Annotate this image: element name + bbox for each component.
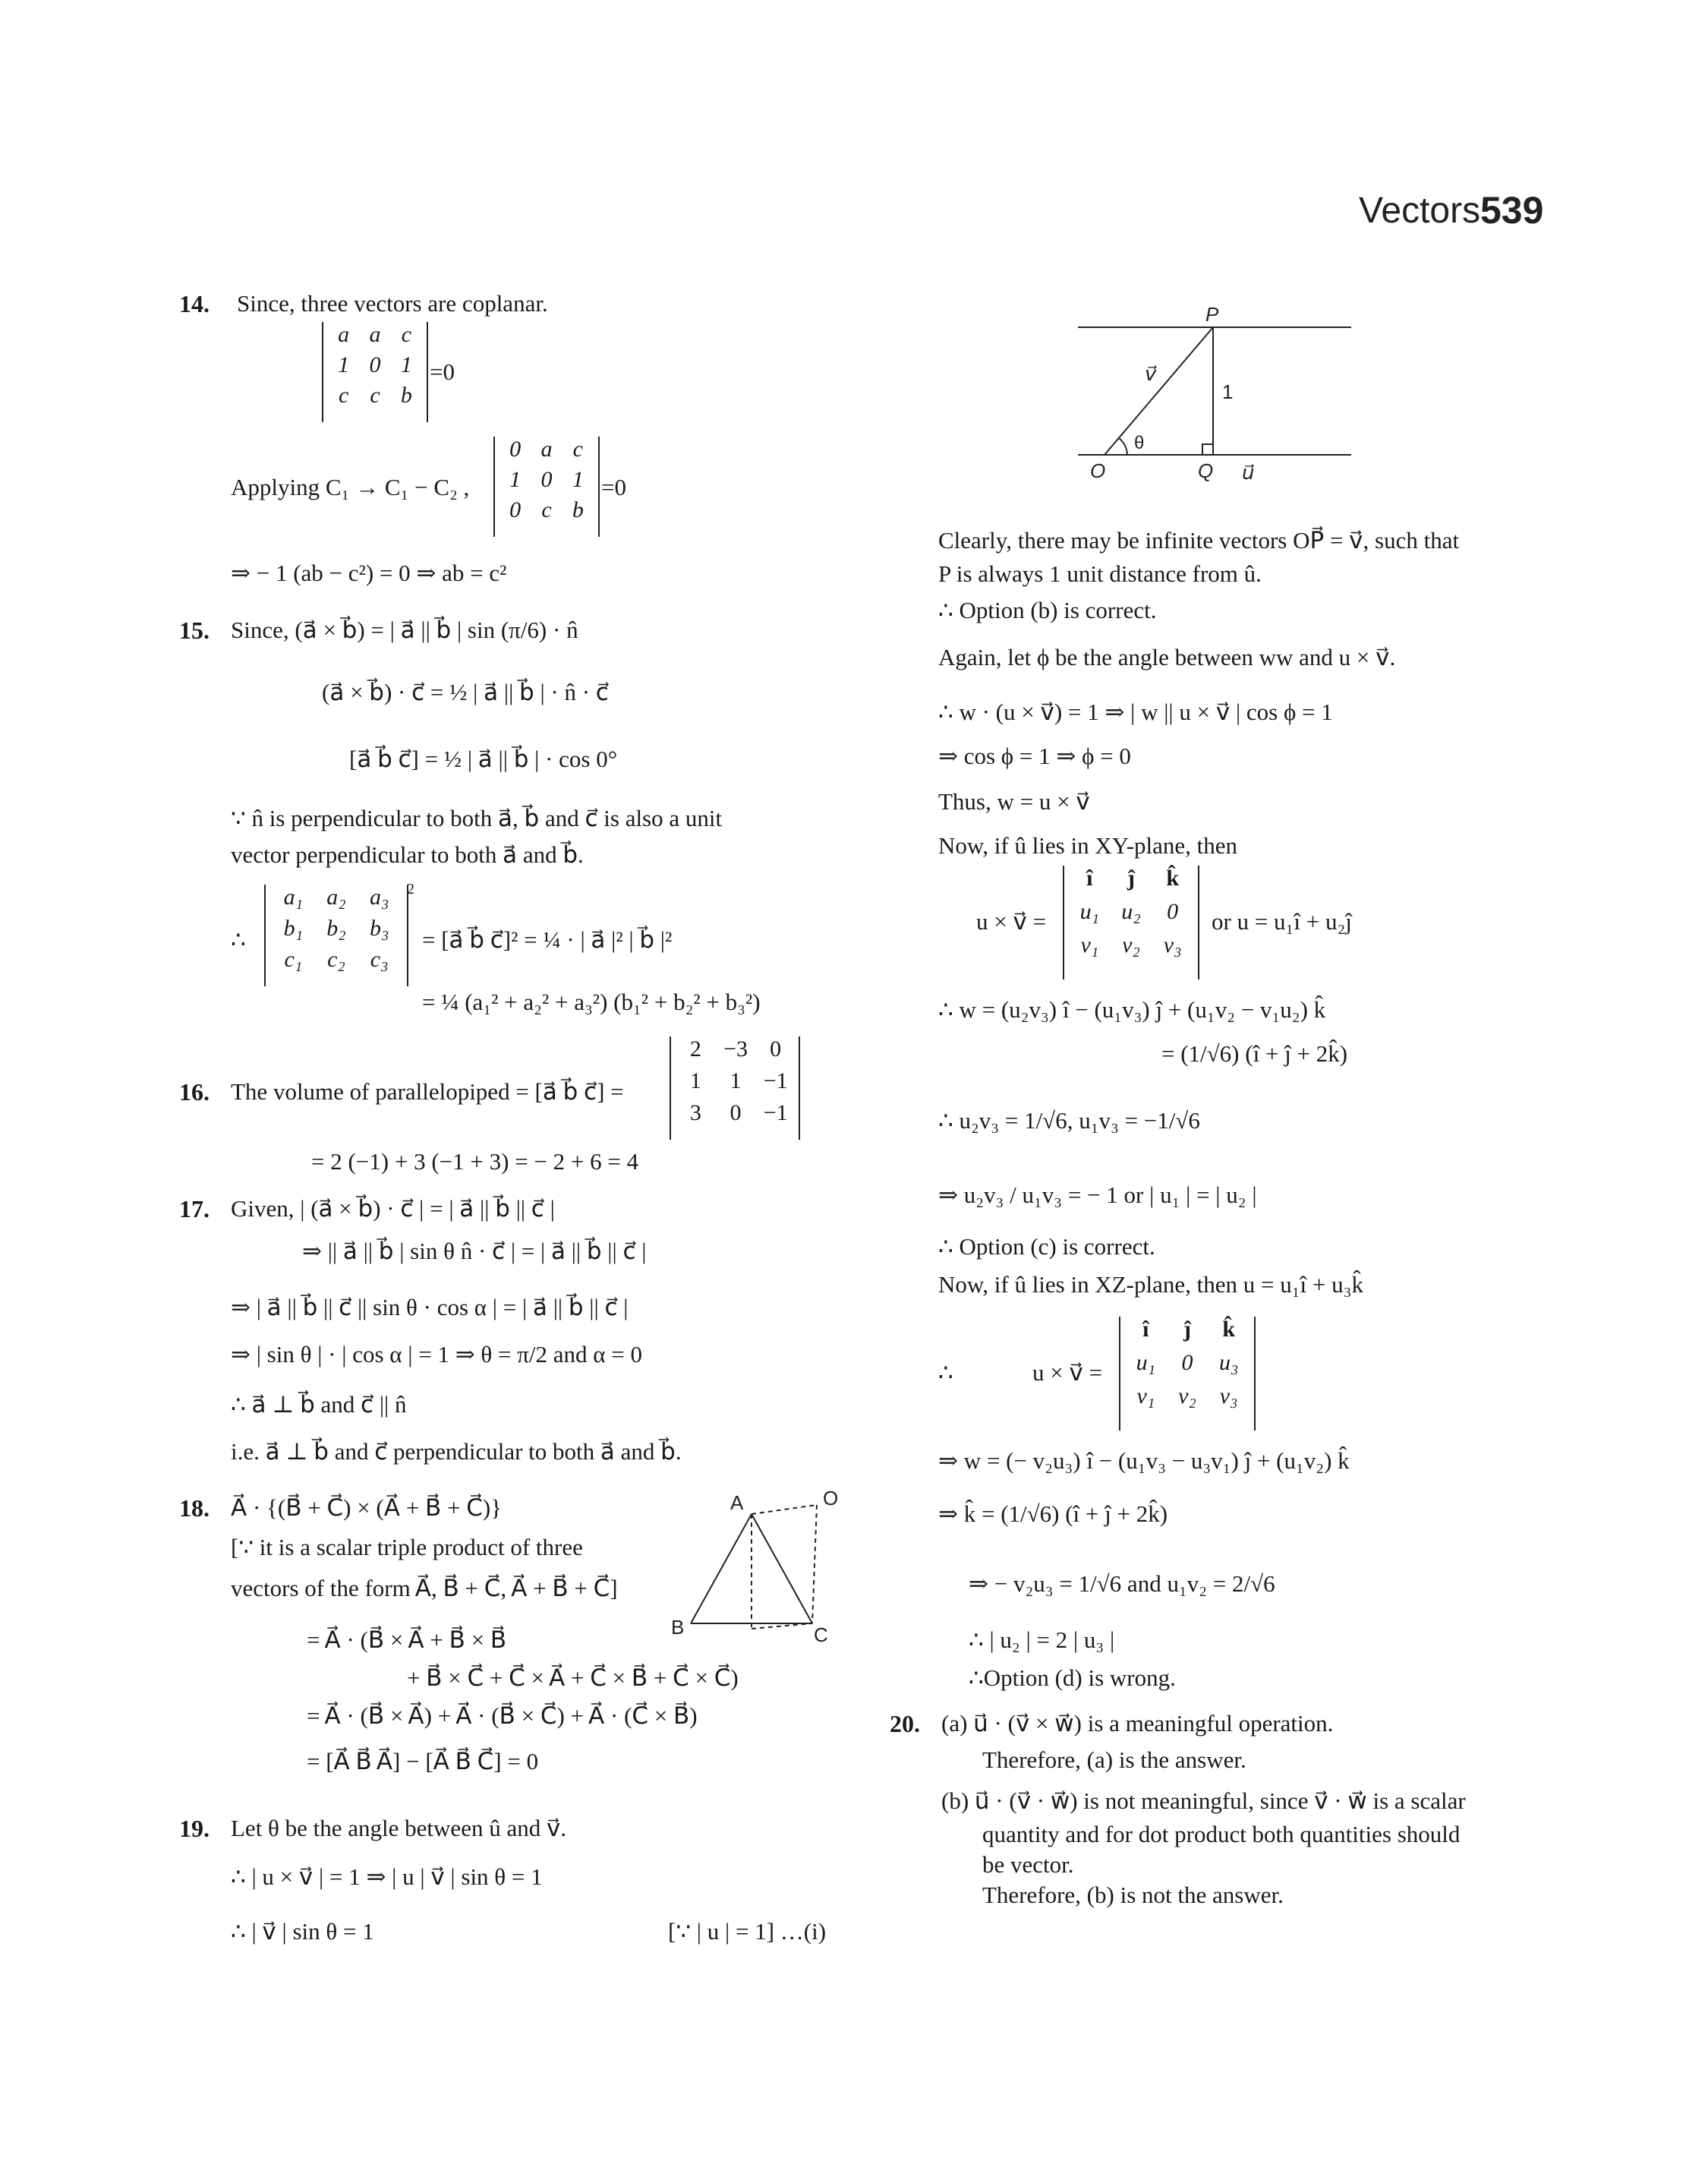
q14-line1: Since, three vectors are coplanar. (237, 290, 548, 317)
point-Q: Q (1198, 459, 1214, 482)
line-distance-figure (1063, 300, 1366, 490)
cell: 2 (689, 1036, 701, 1062)
q14-line3: ⇒ − 1 (ab − c²) = 0 ⇒ ab = c² (231, 560, 507, 586)
det1-lhs: u × v⃗ = (976, 908, 1047, 935)
xy-cross-product-determinant (1063, 866, 1199, 980)
cell: c₁ (284, 947, 303, 972)
q18-line3: vectors of the form A⃗, B⃗ + C⃗, A⃗ + B⃗ + C⃗] (231, 1575, 618, 1601)
right-line12: ⇒ u₂v₃ / u₁v₃ = − 1 or | u₁ | = | u₂ | (938, 1181, 1257, 1208)
q14-determinant-1 (322, 322, 428, 422)
cell: a (369, 322, 381, 347)
right-line13: ∴ Option (c) is correct. (938, 1233, 1155, 1260)
determinant-cells (676, 1036, 796, 1126)
cell: 3 (689, 1100, 701, 1125)
cell: a (338, 322, 350, 347)
q19-line3: ∴ | v⃗ | sin θ = 1 (231, 1918, 374, 1945)
q18-line1: A⃗ · {(B⃗ + C⃗) × (A⃗ + B⃗ + C⃗)} (231, 1494, 503, 1521)
page-number: 539 (1480, 189, 1544, 232)
vertex-B: B (671, 1616, 685, 1639)
q14-line2: Applying C₁ → C₁ − C₂ , (231, 474, 470, 500)
cell: v₁ (1080, 932, 1099, 957)
cell: a (540, 437, 553, 462)
q15-number: 15. (179, 617, 210, 644)
cell: c₃ (370, 947, 389, 972)
determinant-cells (1069, 866, 1193, 958)
cell: ĵ (1183, 1317, 1191, 1342)
cell: 0 (1167, 899, 1179, 924)
cell: c (339, 383, 349, 408)
q17-line4: ⇒ | sin θ | · | cos α | = 1 ⇒ θ = π/2 and α = 0 (231, 1341, 643, 1368)
cell: a₂ (326, 885, 346, 910)
q18-line5: + B⃗ × C⃗ + C⃗ × A⃗ + C⃗ × B⃗ + C⃗ × C⃗) (407, 1664, 739, 1691)
q16-determinant (670, 1036, 800, 1140)
cell: 0 (509, 497, 522, 522)
xz-cross-product-determinant (1119, 1317, 1256, 1431)
right-line8: Now, if û lies in XY-plane, then (938, 832, 1238, 859)
right-line10: = (1/√6) (î + ĵ + 2k̂) (1161, 1040, 1348, 1067)
cell: v₃ (1163, 932, 1182, 957)
cell: 0 (369, 352, 381, 377)
q15-line3: [a⃗ b⃗ c⃗] = ½ | a⃗ || b⃗ | · cos 0° (349, 746, 618, 772)
cell: 0 (540, 467, 553, 492)
cell: b₃ (369, 916, 389, 941)
det2-lhs: u × v⃗ = (1032, 1359, 1103, 1386)
point-O: O (1090, 459, 1106, 482)
determinant-cells (328, 322, 422, 409)
cell: c (401, 322, 411, 347)
angle-theta: θ (1134, 433, 1145, 453)
cell: ĵ (1127, 866, 1135, 891)
q20-b-line3: be vector. (982, 1851, 1074, 1878)
cell: 1 (689, 1068, 701, 1093)
cell: −1 (763, 1068, 788, 1093)
right-line16: ⇒ k̂ = (1/√6) (î + ĵ + 2k̂) (938, 1500, 1168, 1527)
cell: a₁ (283, 885, 304, 910)
cell: b (572, 497, 584, 522)
cell: −1 (763, 1100, 788, 1125)
cell: 1 (730, 1068, 742, 1093)
cell: b₂ (326, 916, 346, 941)
vector-v-label: v⃗ (1145, 362, 1157, 385)
vertex-A: A (730, 1491, 744, 1514)
q15-line2: (a⃗ × b⃗) · c⃗ = ½ | a⃗ || b⃗ | · n̂ · c⃗ (322, 679, 609, 705)
q18-line4: = A⃗ · (B⃗ × A⃗ + B⃗ × B⃗ (307, 1626, 507, 1653)
right-line19: ∴Option (d) is wrong. (969, 1664, 1176, 1691)
right-line17: ⇒ − v₂u₃ = 1/√6 and u₁v₂ = 2/√6 (969, 1570, 1275, 1597)
q17-line1: Given, | (a⃗ × b⃗) · c⃗ | = | a⃗ || b⃗ || c⃗ | (231, 1195, 555, 1222)
cell: a₃ (369, 885, 389, 910)
q15-line7: = ¼ (a₁² + a₂² + a₃²) (b₁² + b₂² + b₃²) (422, 989, 761, 1015)
cell: k̂ (1222, 1317, 1235, 1342)
right-line14: Now, if û lies in XZ-plane, then u = u₁î + u₃k̂ (938, 1271, 1363, 1298)
right-line2: P is always 1 unit distance from û. (938, 560, 1262, 587)
q14-equals-zero-2: =0 (601, 474, 626, 500)
distance-one: 1 (1222, 380, 1234, 403)
cell: v₂ (1122, 932, 1140, 957)
cell: v₂ (1178, 1383, 1196, 1409)
q20-b-line2: quantity and for dot product both quantities should (982, 1821, 1461, 1847)
cell: 0 (509, 437, 522, 462)
q18-number: 18. (179, 1494, 210, 1522)
q17-line6: i.e. a⃗ ⊥ b⃗ and c⃗ perpendicular to both a⃗ and b⃗. (231, 1438, 682, 1465)
point-P: P (1205, 303, 1219, 326)
cell: b₁ (283, 916, 304, 941)
q17-line2: ⇒ || a⃗ || b⃗ | sin θ n̂ · c⃗ | = | a⃗ || b⃗ || c⃗ | (302, 1238, 647, 1264)
cell: 0 (730, 1100, 742, 1125)
q17-number: 17. (179, 1195, 210, 1222)
cell: 1 (338, 352, 350, 377)
right-line18: ∴ | u₂ | = 2 | u₃ | (969, 1626, 1115, 1653)
cell: u₁ (1136, 1350, 1156, 1375)
q14-number: 14. (179, 290, 210, 317)
cell: î (1142, 1317, 1149, 1342)
q16-line1: The volume of parallelopiped = [a⃗ b⃗ c⃗] = (231, 1078, 624, 1105)
q15-therefore: ∴ (231, 926, 246, 953)
cell: k̂ (1166, 866, 1179, 891)
power-two: 2 (407, 881, 414, 897)
cell: 0 (1181, 1350, 1193, 1375)
right-line4: Again, let ϕ be the angle between ww and u × v⃗. (938, 644, 1396, 670)
q15-determinant (264, 885, 408, 986)
right-line9: ∴ w = (u₂v₃) î − (u₁v₃) ĵ + (u₁v₂ − v₁u₂) k̂ (938, 996, 1326, 1023)
right-line5: ∴ w · (u × v⃗) = 1 ⇒ | w || u × v⃗ | cos ϕ = 1 (938, 699, 1333, 725)
right-line6: ⇒ cos ϕ = 1 ⇒ ϕ = 0 (938, 743, 1131, 769)
cell: î (1086, 866, 1093, 891)
q15-line1: Since, (a⃗ × b⃗) = | a⃗ || b⃗ | sin (π/6) · n̂ (231, 617, 578, 643)
vertex-O: O (823, 1487, 839, 1509)
vertex-C: C (814, 1623, 828, 1646)
tetrahedron-figure (668, 1481, 843, 1655)
q15-line6: = [a⃗ b⃗ c⃗]² = ¼ · | a⃗ |² | b⃗ |² (422, 926, 673, 953)
cell: c (370, 383, 380, 408)
right-line15: ⇒ w = (− v₂u₃) î − (u₁v₃ − u₃v₁) ĵ + (u₁v₂) k̂ (938, 1447, 1350, 1474)
q20-a-line2: Therefore, (a) is the answer. (982, 1746, 1246, 1773)
q15-line5: vector perpendicular to both a⃗ and b⃗. (231, 841, 584, 868)
q17-line3: ⇒ | a⃗ || b⃗ || c⃗ || sin θ · cos α | = | a⃗ || b⃗ || c⃗ | (231, 1294, 629, 1320)
q17-line5: ∴ a⃗ ⊥ b⃗ and c⃗ || n̂ (231, 1391, 407, 1418)
cell: u₂ (1121, 899, 1141, 924)
cell: b (400, 383, 412, 408)
cell: c₂ (327, 947, 345, 972)
q14-determinant-2 (493, 437, 600, 537)
cell: 1 (509, 467, 522, 492)
cell: v₃ (1219, 1383, 1238, 1409)
q19-line1: Let θ be the angle between û and v⃗. (231, 1815, 567, 1841)
right-line3: ∴ Option (b) is correct. (938, 597, 1157, 623)
right-line1: Clearly, there may be infinite vectors OP⃗ = v⃗, such that (938, 527, 1460, 554)
determinant-cells (499, 437, 594, 523)
determinant-cells (272, 885, 401, 973)
cell: 1 (572, 467, 584, 492)
vector-u-label: u⃗ (1242, 461, 1255, 484)
q16-line2: = 2 (−1) + 3 (−1 + 3) = − 2 + 6 = 4 (311, 1148, 639, 1175)
q19-line3-note: [∵ | u | = 1] …(i) (668, 1918, 827, 1945)
q18-line7: = [A⃗ B⃗ A⃗] − [A⃗ B⃗ C⃗] = 0 (307, 1748, 539, 1774)
cell: c (572, 437, 583, 462)
running-head-title: Vectors (1359, 191, 1481, 231)
cell: 1 (400, 352, 412, 377)
q16-number: 16. (179, 1078, 210, 1106)
q20-b-line1: (b) u⃗ · (v⃗ · w⃗) is not meaningful, since v⃗ · w⃗ is a scalar (941, 1787, 1466, 1814)
q18-line2: [∵ it is a scalar triple product of three (231, 1534, 583, 1560)
determinant-cells (1125, 1317, 1249, 1409)
right-line7: Thus, w = u × v⃗ (938, 788, 1090, 815)
q14-equals-zero: =0 (430, 358, 455, 385)
q19-number: 19. (179, 1815, 210, 1842)
q19-line2: ∴ | u × v⃗ | = 1 ⇒ | u | v⃗ | sin θ = 1 (231, 1863, 543, 1890)
q20-number: 20. (890, 1710, 920, 1737)
cell: u₃ (1218, 1350, 1239, 1375)
right-line11: ∴ u₂v₃ = 1/√6, u₁v₃ = −1/√6 (938, 1107, 1200, 1134)
det1-rhs: or u = u₁î + u₂ĵ (1212, 908, 1352, 935)
q18-line6: = A⃗ · (B⃗ × A⃗) + A⃗ · (B⃗ × C⃗) + A⃗ · (C⃗ × B⃗) (307, 1702, 698, 1729)
right-therefore: ∴ (938, 1359, 953, 1386)
q20-a-line1: (a) u⃗ · (v⃗ × w⃗) is a meaningful operation. (941, 1710, 1334, 1737)
cell: u₁ (1079, 899, 1100, 924)
q15-line4: ∵ n̂ is perpendicular to both a⃗, b⃗ and c⃗ is also a unit (231, 805, 723, 831)
cell: 0 (770, 1036, 782, 1062)
cell: v₁ (1136, 1383, 1155, 1409)
cell: c (541, 497, 552, 522)
q20-b-line4: Therefore, (b) is not the answer. (982, 1882, 1284, 1908)
cell: −3 (723, 1036, 748, 1062)
